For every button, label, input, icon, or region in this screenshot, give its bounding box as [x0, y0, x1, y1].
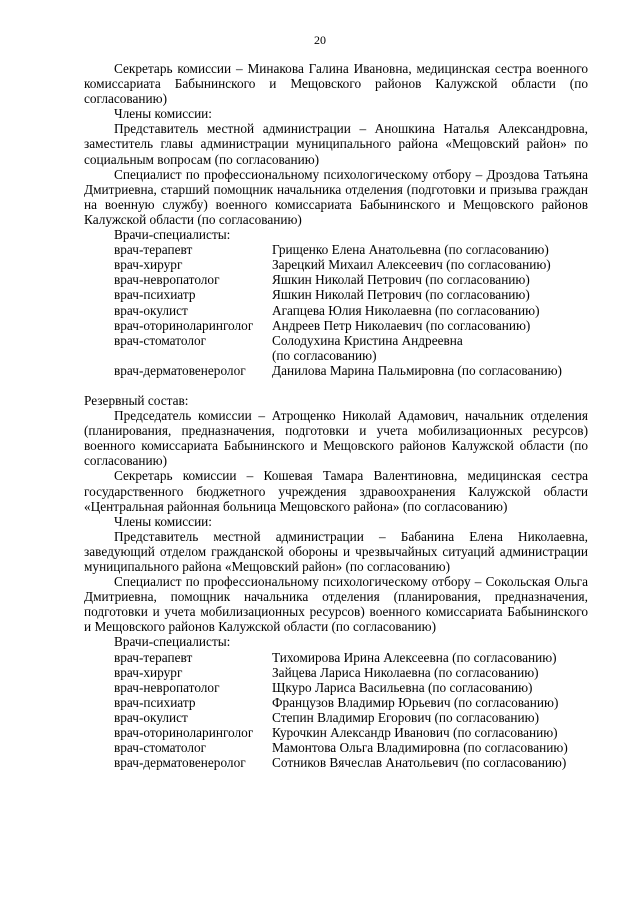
- reserve-secretary-paragraph: Секретарь комиссии – Кошевая Тамара Валентиновна, медицинская сестра государственного бюджетного учреждения здравоохранения Калужской области «Центральная районная больница Мещовского района» (по согласованию): [84, 468, 588, 514]
- doctor-name: Щкуро Лариса Васильевна (по согласованию): [272, 679, 533, 695]
- doctors-heading: Врачи-специалисты:: [114, 227, 231, 243]
- reserve-members-heading: Члены комиссии:: [114, 513, 212, 529]
- doctor-name: Данилова Марина Пальмировна (по согласованию): [272, 362, 562, 378]
- reserve-psych-spec-paragraph: Специалист по профессиональному психологическому отбору – Сокольская Ольга Дмитриевна, помощник начальника отделения (планирования, предназначения, подготовки и учета мобилизационных ресурсов) военного комиссариата Бабынинского и Мещовского районов Калужской области (по согласованию): [84, 574, 588, 635]
- reserve-admin-rep-paragraph: Представитель местной администрации – Бабанина Елена Николаевна, заведующий отделом гражданской обороны и чрезвычайных ситуаций администрации муниципального района «Мещовский район» (по согласованию): [84, 528, 588, 574]
- doctor-name: Солодухина Кристина Андреевна: [272, 332, 463, 348]
- doctor-role: врач-стоматолог: [114, 740, 207, 756]
- doctor-name: Яшкин Николай Петрович (по согласованию): [272, 287, 530, 303]
- doctor-name-wrapped: [272, 333, 588, 363]
- doctor-name: Яшкин Николай Петрович (по согласованию): [272, 272, 530, 288]
- doctor-name: Агапцева Юлия Николаевна (по согласованию): [272, 302, 540, 318]
- reserve-doctors-table: [114, 650, 588, 771]
- reserve-heading: Резервный состав:: [84, 392, 189, 408]
- doctor-row: [114, 363, 588, 378]
- doctor-row: [114, 272, 588, 287]
- doctor-role: врач-невропатолог: [114, 272, 220, 288]
- doctor-row: [114, 242, 588, 257]
- doctor-name: Андреев Петр Николаевич (по согласованию): [272, 317, 531, 333]
- doctor-role: врач-дерматовенеролог: [114, 755, 246, 771]
- section-spacer: [84, 378, 588, 393]
- reserve-doctors-heading: Врачи-специалисты:: [114, 634, 231, 650]
- doctor-name: Грищенко Елена Анатольевна (по согласованию): [272, 242, 549, 258]
- doctors-table: [114, 242, 588, 378]
- doctor-name: Зайцева Лариса Николаевна (по согласованию): [272, 664, 539, 680]
- doctor-role: врач-психиатр: [114, 287, 196, 303]
- doctor-role: врач-окулист: [114, 302, 188, 318]
- doctor-row: [114, 287, 588, 302]
- doctor-role: врач-дерматовенеролог: [114, 362, 246, 378]
- doctor-row: [114, 318, 588, 333]
- doctor-role: врач-психиатр: [114, 694, 196, 710]
- doctor-role: врач-терапевт: [114, 242, 193, 258]
- doctor-row: [114, 665, 588, 680]
- doctor-name-note: (по согласованию): [272, 347, 377, 363]
- doctor-name: Тихомирова Ирина Алексеевна (по согласованию): [272, 649, 557, 665]
- secretary-paragraph: Секретарь комиссии – Минакова Галина Ивановна, медицинская сестра военного комиссариата Бабынинского и Мещовского районов Калужской области (по согласованию): [84, 61, 588, 107]
- doctor-row: [114, 650, 588, 665]
- doctor-row: [114, 740, 588, 755]
- doctor-row: [114, 695, 588, 710]
- doctor-role: врач-невропатолог: [114, 679, 220, 695]
- doctor-name: Французов Владимир Юрьевич (по согласованию): [272, 694, 559, 710]
- doctor-row: [114, 680, 588, 695]
- admin-rep-paragraph: Представитель местной администрации – Аношкина Наталья Александровна, заместитель главы администрации муниципального района «Мещовский район» по социальным вопросам (по согласованию): [84, 121, 588, 167]
- doctor-name: Степин Владимир Егорович (по согласованию): [272, 709, 539, 725]
- doctor-row: [114, 710, 588, 725]
- doctor-role: врач-хирург: [114, 664, 183, 680]
- doctor-role: врач-оториноларинголог: [114, 725, 254, 741]
- document-body: [84, 61, 588, 770]
- doctor-name: Мамонтова Ольга Владимировна (по согласованию): [272, 740, 568, 756]
- chairman-paragraph: Председатель комиссии – Атрощенко Николай Адамович, начальник отделения (планирования, предназначения, подготовки и учета мобилизационных ресурсов) военного комиссариата Бабынинского и Мещовского районов Калужской области (по согласованию): [84, 408, 588, 469]
- page-number: 20: [314, 33, 326, 47]
- doctor-role: врач-оториноларинголог: [114, 317, 254, 333]
- doctor-row: [114, 333, 588, 363]
- doctor-role: врач-хирург: [114, 257, 183, 273]
- doctor-role: врач-стоматолог: [114, 332, 207, 348]
- doctor-row: [114, 725, 588, 740]
- doctor-role: врач-окулист: [114, 709, 188, 725]
- psych-spec-paragraph: Специалист по профессиональному психологическому отбору – Дроздова Татьяна Дмитриевна, старший помощник начальника отделения (подготовки и призыва граждан на военную службу) военного комиссариата Бабынинского и Мещовского районов Калужской области (по согласованию): [84, 166, 588, 227]
- doctor-row: [114, 755, 588, 770]
- doctor-role: врач-терапевт: [114, 649, 193, 665]
- doctor-row: [114, 257, 588, 272]
- doctor-row: [114, 303, 588, 318]
- members-heading: Члены комиссии:: [114, 106, 212, 122]
- doctor-name: Сотников Вячеслав Анатольевич (по согласованию): [272, 755, 567, 771]
- doctor-name: Зарецкий Михаил Алексеевич (по согласованию): [272, 257, 551, 273]
- doctor-name: Курочкин Александр Иванович (по согласованию): [272, 725, 558, 741]
